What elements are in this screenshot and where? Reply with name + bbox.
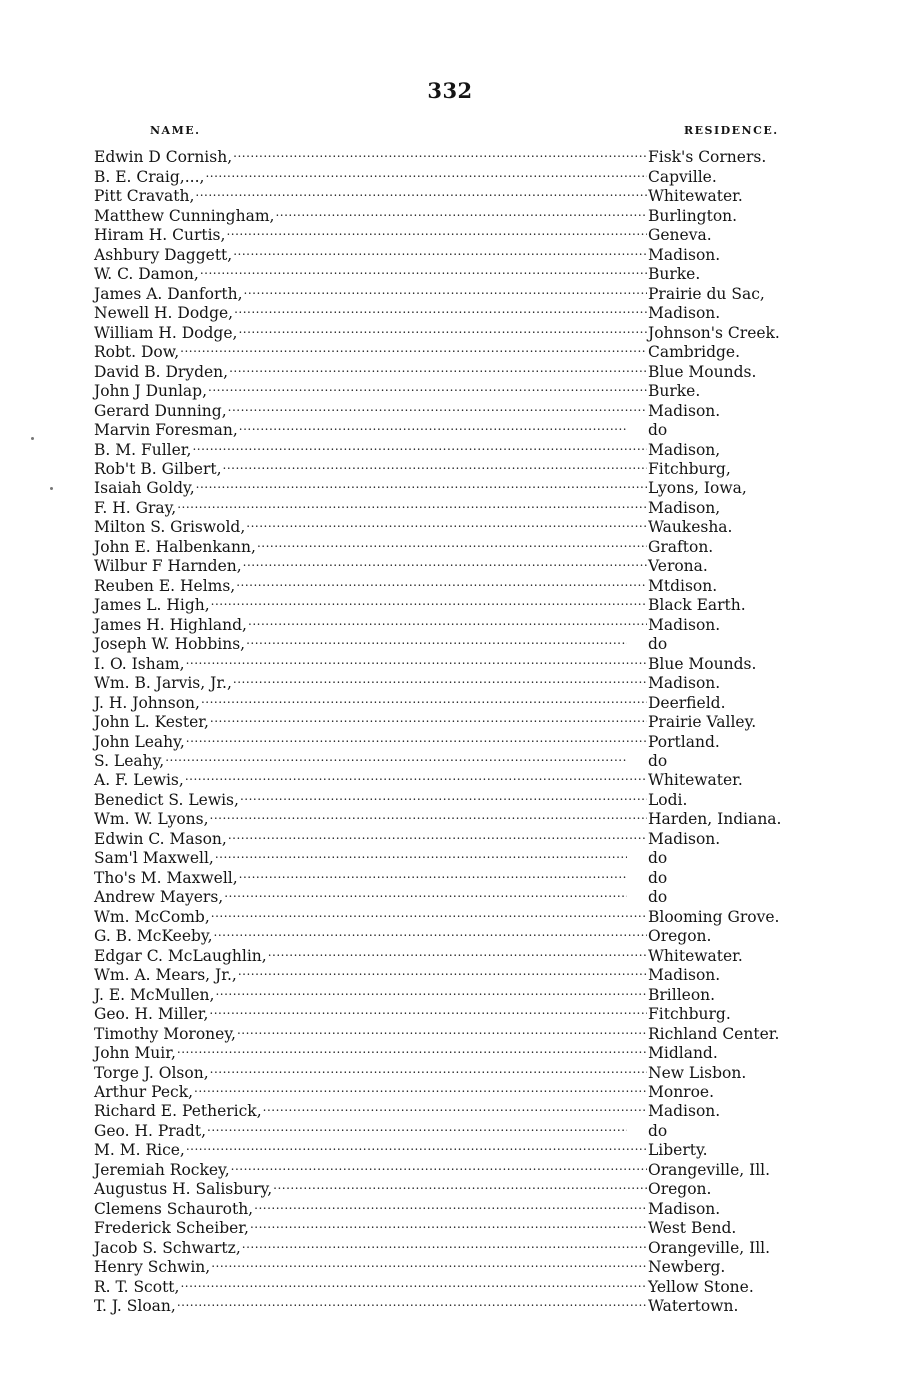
entry-residence: Capville. xyxy=(648,167,717,186)
entry-residence: Madison, xyxy=(648,498,721,517)
scan-speck xyxy=(50,487,53,490)
entry-name: Pitt Cravath, xyxy=(94,187,195,206)
dot-leader xyxy=(207,1116,627,1135)
entry-residence: Blue Mounds. xyxy=(648,654,757,673)
dot-leader xyxy=(242,1233,647,1252)
entry-name: James H. Highland, xyxy=(94,615,247,634)
dot-leader xyxy=(246,630,627,649)
entry-residence: Deerfield. xyxy=(648,693,726,712)
entry-name: Timothy Moroney, xyxy=(94,1024,236,1043)
entry-residence: Prairie Valley. xyxy=(648,713,757,732)
entry-name: David B. Dryden, xyxy=(94,362,229,381)
dot-leader xyxy=(209,1000,647,1019)
dot-leader xyxy=(165,747,627,766)
dot-leader xyxy=(226,221,647,240)
dot-leader xyxy=(177,1039,647,1058)
dot-leader xyxy=(208,377,647,396)
entry-name: John E. Halbenkann, xyxy=(94,537,256,556)
dot-leader xyxy=(186,727,647,746)
dot-leader xyxy=(215,844,627,863)
entry-residence: Grafton. xyxy=(648,537,714,556)
entry-name: Torge J. Olson, xyxy=(94,1063,209,1082)
entry-residence: Liberty. xyxy=(648,1141,708,1160)
entry-residence: Harden, Indiana. xyxy=(648,810,782,829)
entry-residence: do xyxy=(648,888,668,907)
dot-leader xyxy=(240,785,647,804)
entry-name: Wm. McComb, xyxy=(94,907,210,926)
dot-leader xyxy=(233,669,647,688)
entry-residence: Geneva. xyxy=(648,226,712,245)
entry-name: W. C. Damon, xyxy=(94,265,199,284)
entry-name: I. O. Isham, xyxy=(94,654,185,673)
entry-residence: Yellow Stone. xyxy=(648,1277,754,1296)
entry-name: Jacob S. Schwartz, xyxy=(94,1238,241,1257)
entry-name: William H. Dodge, xyxy=(94,323,238,342)
entry-residence: do xyxy=(648,635,668,654)
entry-name: Tho's M. Maxwell, xyxy=(94,868,238,887)
entry-name: Newell H. Dodge, xyxy=(94,304,234,323)
dot-leader xyxy=(185,766,647,785)
entry-name: Robt. Dow, xyxy=(94,343,180,362)
list-item xyxy=(94,143,814,167)
entry-residence: Johnson's Creek. xyxy=(648,323,780,342)
dot-leader xyxy=(180,1272,647,1291)
entry-residence: Madison. xyxy=(648,966,721,985)
entry-residence: Madison, xyxy=(648,440,721,459)
dot-leader xyxy=(275,201,647,220)
dot-leader xyxy=(205,162,647,181)
dot-leader xyxy=(257,532,647,551)
dot-leader xyxy=(224,883,627,902)
entry-name: Edgar C. McLaughlin, xyxy=(94,946,267,965)
entry-residence: Mtdison. xyxy=(648,576,718,595)
entry-name: Rob't B. Gilbert, xyxy=(94,459,222,478)
entry-name: Geo. H. Pradt, xyxy=(94,1121,206,1140)
entry-residence: Orangeville, Ill. xyxy=(648,1238,771,1257)
entry-name: Wm. B. Jarvis, Jr., xyxy=(94,674,232,693)
entry-name: John Leahy, xyxy=(94,732,185,751)
dot-leader xyxy=(237,1019,647,1038)
dot-leader xyxy=(231,1155,647,1174)
dot-leader xyxy=(228,824,647,843)
entry-name: F. H. Gray, xyxy=(94,498,177,517)
entry-name: James L. High, xyxy=(94,596,210,615)
entry-residence: Burke. xyxy=(648,265,701,284)
dot-leader xyxy=(238,961,647,980)
entry-residence: Monroe. xyxy=(648,1082,715,1101)
dot-leader xyxy=(239,863,627,882)
dot-leader xyxy=(186,649,647,668)
page-number: 332 xyxy=(427,78,473,103)
entry-residence: Blooming Grove. xyxy=(648,907,780,926)
entry-residence: Lyons, Iowa, xyxy=(648,479,747,498)
dot-leader xyxy=(238,318,647,337)
entry-residence: Whitewater. xyxy=(648,946,743,965)
entry-residence: Whitewater. xyxy=(648,187,743,206)
entry-name: Jeremiah Rockey, xyxy=(94,1160,230,1179)
entry-residence: Madison. xyxy=(648,829,721,848)
entry-name: S. Leahy, xyxy=(94,752,165,770)
dot-leader xyxy=(268,941,647,960)
entries-list xyxy=(94,143,814,1316)
entry-name: J. H. Johnson, xyxy=(94,693,200,712)
entry-name: Wm. A. Mears, Jr., xyxy=(94,966,237,985)
dot-leader xyxy=(263,1097,647,1116)
entry-residence: Oregon. xyxy=(648,1180,712,1199)
dot-leader xyxy=(194,1078,647,1097)
entry-residence: Madison. xyxy=(648,304,721,323)
dot-leader xyxy=(215,980,647,999)
entry-name: John L. Kester, xyxy=(94,713,209,732)
entry-name: Ashbury Daggett, xyxy=(94,245,233,264)
entry-name: Richard E. Petherick, xyxy=(94,1102,262,1121)
entry-name: R. T. Scott, xyxy=(94,1277,180,1296)
entry-residence: Madison. xyxy=(648,615,721,634)
dot-leader xyxy=(211,902,647,921)
entry-name: Edwin D Cornish, xyxy=(94,148,233,167)
entry-residence: Burke. xyxy=(648,382,701,401)
entry-name: Augustus H. Salisbury, xyxy=(94,1180,273,1199)
entry-residence: New Lisbon. xyxy=(648,1063,747,1082)
entry-residence: Blue Mounds. xyxy=(648,362,757,381)
dot-leader xyxy=(254,1194,647,1213)
dot-leader xyxy=(244,279,647,298)
entry-residence: Madison. xyxy=(648,1102,721,1121)
entry-name: Clemens Schauroth, xyxy=(94,1199,254,1218)
dot-leader xyxy=(201,688,647,707)
dot-leader xyxy=(195,182,647,201)
entry-name: Wm. W. Lyons, xyxy=(94,810,209,829)
entry-name: Frederick Scheiber, xyxy=(94,1219,249,1238)
entry-residence: Cambridge. xyxy=(648,343,741,362)
dot-leader xyxy=(234,299,647,318)
entry-name: Reuben E. Helms, xyxy=(94,576,236,595)
dot-leader xyxy=(200,260,647,279)
entry-name: Marvin Foresman, xyxy=(94,421,238,440)
dot-leader xyxy=(229,357,647,376)
entry-residence: Verona. xyxy=(648,557,708,576)
entry-residence: Fisk's Corners. xyxy=(648,148,767,167)
dot-leader xyxy=(223,455,647,474)
entry-residence: Fitchburg, xyxy=(648,459,731,478)
entry-residence: do xyxy=(648,1121,668,1140)
entry-residence: Waukesha. xyxy=(648,518,733,537)
dot-leader xyxy=(233,143,647,162)
entry-residence: Watertown. xyxy=(648,1297,739,1316)
dot-leader xyxy=(180,338,647,357)
dot-leader xyxy=(243,552,647,571)
name-column-header: NAME. xyxy=(150,124,201,137)
entry-name: B. M. Fuller, xyxy=(94,440,192,459)
entry-residence: Madison. xyxy=(648,674,721,693)
dot-leader xyxy=(273,1175,647,1194)
dot-leader xyxy=(236,571,647,590)
entry-residence: Portland. xyxy=(648,732,720,751)
entry-name: Matthew Cunningham, xyxy=(94,206,275,225)
entry-name: M. M. Rice, xyxy=(94,1141,185,1160)
entry-residence: Madison. xyxy=(648,245,721,264)
dot-leader xyxy=(228,396,647,415)
entry-name: T. J. Sloan, xyxy=(94,1297,176,1316)
dot-leader xyxy=(210,805,647,824)
entry-residence: do xyxy=(648,752,668,770)
entry-name: Andrew Mayers, xyxy=(94,888,224,907)
entry-residence: do xyxy=(648,868,668,887)
entry-residence: do xyxy=(648,849,668,868)
entry-name: Hiram H. Curtis, xyxy=(94,226,226,245)
entry-residence: Brilleon. xyxy=(648,985,716,1004)
entry-residence: Fitchburg. xyxy=(648,1005,731,1024)
entry-residence: Madison. xyxy=(648,1199,721,1218)
entry-name: Henry Schwin, xyxy=(94,1258,211,1277)
entry-residence: Prairie du Sac, xyxy=(648,284,765,303)
entry-name: Arthur Peck, xyxy=(94,1082,194,1101)
entry-name: Edwin C. Mason, xyxy=(94,829,227,848)
dot-leader xyxy=(239,416,627,435)
entry-name: Isaiah Goldy, xyxy=(94,479,195,498)
entry-name: G. B. McKeeby, xyxy=(94,927,213,946)
entry-name: Sam'l Maxwell, xyxy=(94,849,214,868)
entry-name: John J Dunlap, xyxy=(94,382,208,401)
entry-residence: Newberg. xyxy=(648,1258,726,1277)
entry-name: Benedict S. Lewis, xyxy=(94,790,239,809)
entry-residence: Black Earth. xyxy=(648,596,746,615)
dot-leader xyxy=(186,1136,647,1155)
dot-leader xyxy=(210,1058,647,1077)
dot-leader xyxy=(211,591,647,610)
entry-name: Geo. H. Miller, xyxy=(94,1005,209,1024)
dot-leader xyxy=(210,708,647,727)
entry-residence: Oregon. xyxy=(648,927,712,946)
dot-leader xyxy=(177,1292,647,1311)
dot-leader xyxy=(192,435,647,454)
dot-leader xyxy=(211,1253,647,1272)
entry-name: B. E. Craig,..., xyxy=(94,167,205,186)
dot-leader xyxy=(214,922,647,941)
entry-residence: Whitewater. xyxy=(648,771,743,790)
entry-name: Gerard Dunning, xyxy=(94,401,227,420)
entry-residence: Midland. xyxy=(648,1044,718,1063)
entry-residence: do xyxy=(648,421,668,440)
dot-leader xyxy=(248,610,647,629)
entry-name: Joseph W. Hobbins, xyxy=(94,635,246,654)
entry-residence: Burlington. xyxy=(648,206,738,225)
entry-residence: West Bend. xyxy=(648,1219,737,1238)
entry-residence: Lodi. xyxy=(648,790,688,809)
dot-leader xyxy=(177,493,647,512)
residence-column-header: RESIDENCE. xyxy=(684,124,779,137)
entry-residence: Madison. xyxy=(648,401,721,420)
entry-residence: Orangeville, Ill. xyxy=(648,1160,771,1179)
dot-leader xyxy=(233,240,647,259)
entry-name: Wilbur F Harnden, xyxy=(94,557,242,576)
entry-residence: Richland Center. xyxy=(648,1024,780,1043)
dot-leader xyxy=(250,1214,647,1233)
entry-name: A. F. Lewis, xyxy=(94,771,184,790)
entry-name: James A. Danforth, xyxy=(94,284,243,303)
scan-speck xyxy=(31,437,34,440)
entry-name: J. E. McMullen, xyxy=(94,985,215,1004)
dot-leader xyxy=(196,474,647,493)
dot-leader xyxy=(246,513,647,532)
entry-name: Milton S. Griswold, xyxy=(94,518,246,537)
entry-name: John Muir, xyxy=(94,1044,176,1063)
